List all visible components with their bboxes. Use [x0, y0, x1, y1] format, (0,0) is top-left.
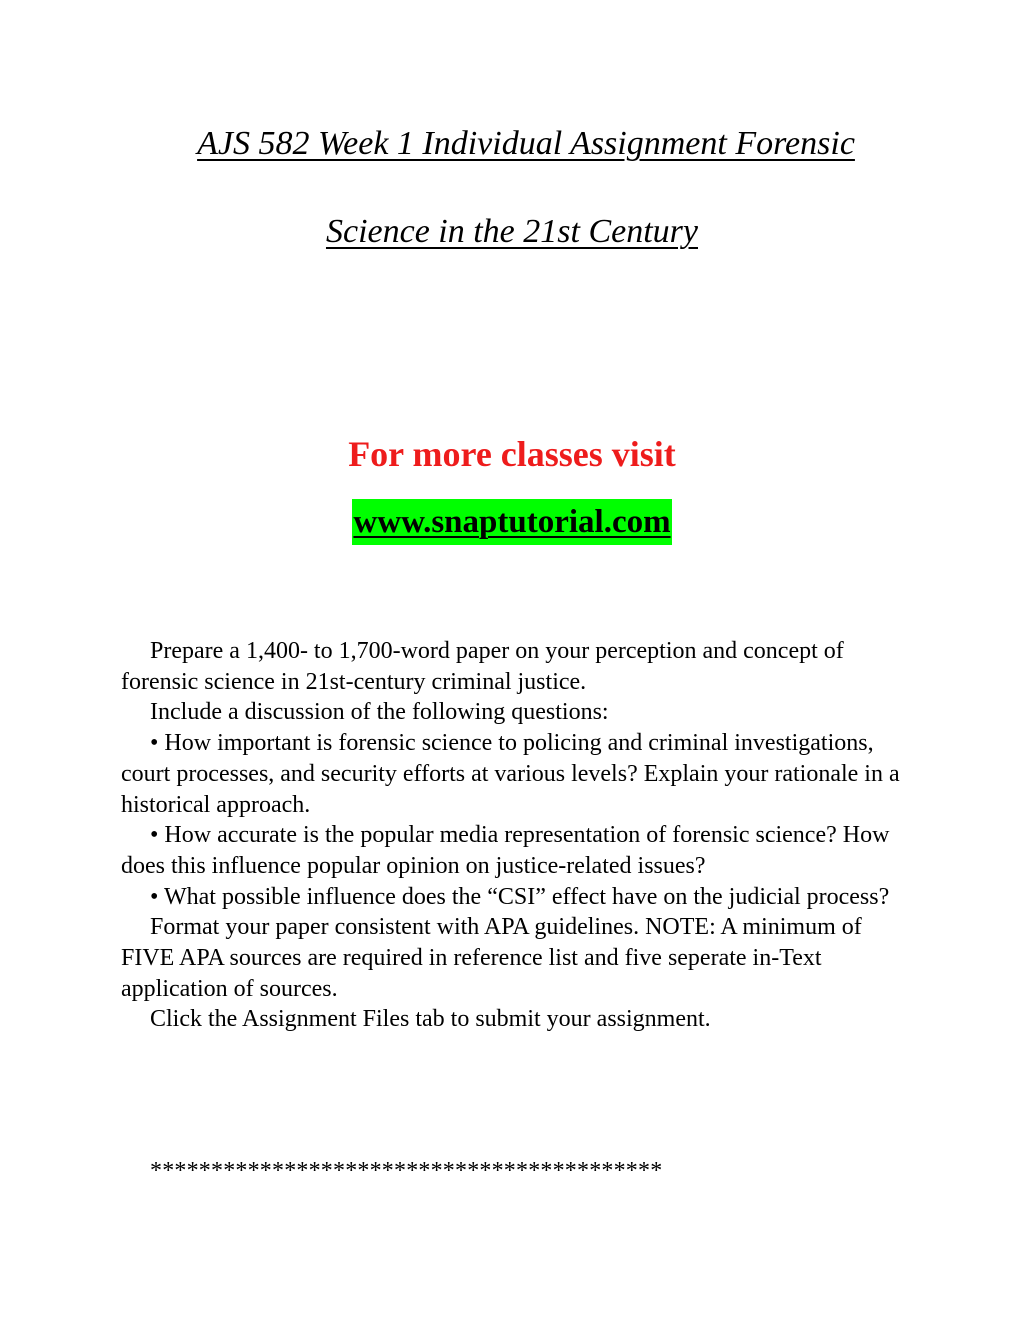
paragraph-submit: Click the Assignment Files tab to submit your assignment. [150, 1006, 711, 1033]
bullet-importance: • How important is forensic science to policing and criminal investigations, court processes, and security efforts at various levels? Explain your rationale in a historical approach. [121, 730, 900, 818]
paragraph-prepare: Prepare a 1,400- to 1,700-word paper on your perception and concept of forensic science in 21st-century criminal justice. [121, 638, 844, 695]
paragraph-format: Format your paper consistent with APA guidelines. NOTE: A minimum of FIVE APA sources are required in reference list and five seperate in-Text application of sources. [121, 914, 862, 1002]
document-title-line-1: AJS 582 Week 1 Individual Assignment Forensic [197, 125, 855, 162]
separator-stars: ****************************************** [150, 1158, 663, 1184]
snaptutorial-link[interactable]: www.snaptutorial.com [352, 499, 671, 545]
promo-heading: For more classes visit [348, 434, 676, 474]
bullet-csi-effect: • What possible influence does the “CSI” effect have on the judicial process? [150, 883, 890, 910]
promo-link-container [0, 499, 1024, 545]
paragraph-include: Include a discussion of the following questions: [150, 699, 609, 726]
document-title-line-2: Science in the 21st Century [325, 213, 698, 250]
assignment-body [121, 636, 911, 1035]
bullet-media-accuracy: • How accurate is the popular media representation of forensic science? How does this influence popular opinion on justice-related issues? [121, 822, 890, 879]
